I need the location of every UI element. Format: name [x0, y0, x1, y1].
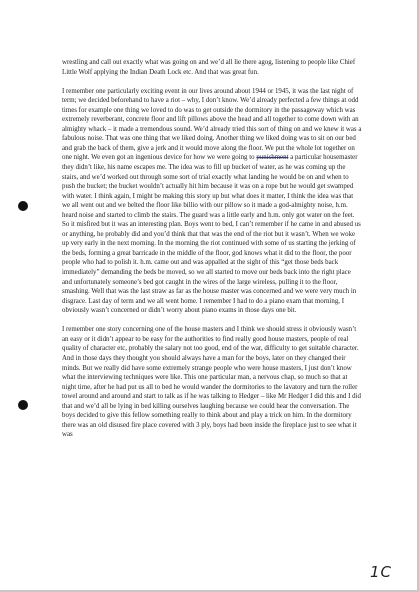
- handwritten-page-number: 1C: [370, 563, 393, 581]
- paragraph-text: wrestling and call out exactly what was going on and we’d all lie there agog, listening to people like Chief Little Wolf applying the Indian Death Lock etc. And that was great fun.: [62, 59, 356, 76]
- paragraph-text: I remember one story concerning one of the house masters and I think we should stress it obviously wasn’t an easy or it didn’t appear to be easy for the authorities to find really good house masters, people of real quality of character etc, probably the salary not too good, end of the war, difficulty to get suitable character. And in those days they thought you should always have a man for the boys, later on they changed their minds. But we really did have some extremely strange people who were house masters, I just don’t know what the interviewing techniques were like. This one particular man, a nervous chap, so much so that at night time, after he had put us all to bed he would wander the dormitories to the lavatory and turn the roller towel around and around and start to talk as if he was talking to Hedger – like Mr Hedger I did this and I did that and we’d all be lying in bed killing ourselves laughing because we could hear the conversation. The boys decided to give this fellow something really to think about and play a trick on him. In the dormitory there was an old disused fire place covered with 3 ply, boys had been inside the fireplace just to see what it was: [62, 326, 361, 439]
- body-text: [62, 58, 362, 449]
- paragraph-text: I remember one particularly exciting event in our lives around about 1944 or 1945, it was the last night of term; we decided beforehand to have a riot – why, I don’t know. We’d already perfected a few things at odd times for example one thing we loved to do was to get outside the dormitory in the passageway which was extremely reverberant, concrete floor and lift pillows above the head and all together to come down with an almighty whack – it made a tremendous sound. We’d already tried this sort of thing on and we knew it was a fabulous noise. That was one thing that we liked doing. Another thing we liked doing was to sit on our bed and grab the back of them, give a jerk and it would move along the floor. We put the whole lot together on one night. We even got an ingenious device for how we were going to: [62, 87, 362, 162]
- paragraph: [62, 87, 362, 316]
- paragraph-text: a particular housemaster they didn’t like, his name escapes me. The idea was to fill up bucket of water, as he was coming up the stairs, and we’d worked out through some sort of trial exactly what landing he would be on and when to push the bucket; the bucket wouldn’t actually hit him because it was on a rope but he would get swamped with water. I think again, I might be making this story up but what does it matter, I think the idea was that we all went out and we belted the floor like billio with our pillow so it made a god-almighty noise, h.m. heard noise and started to climb the stairs. The guard was a little early and h.m. only got water on the feet. So it misfired but it was an interesting plan. Boys went to bed, I can’t remember if he came in and abused us or anything, he probably did and you’d think that that was the end of the riot but it wasn’t. When we woke up very early in the next morning. In the morning the riot continued with some of us starting the jerking of the beds, forming a great barricade in the middle of the floor, god knows what it did to the floor, the poor people who had to polish it. h.m. came out and was appalled at the sight of this “get those beds back immediately” demanding the beds be moved, so we all started to move our beds back into the right place and unfortunately someone’s bed got caught in the wires of the large wireless, pulling it to the floor, smashing. Well that was the last straw as far as the house master was concerned and we were very much in disgrace. Last day of term and we all went home. I remember I had to do a piano exam that morning, I obviously wasn’t concerned or didn’t worry about piano exams in those days one bit.: [62, 154, 361, 315]
- punch-hole-top: [18, 201, 28, 211]
- paragraph: [62, 325, 362, 440]
- punch-hole-bottom: [18, 400, 28, 410]
- paragraph: [62, 58, 362, 77]
- struck-word: punishment: [256, 154, 289, 162]
